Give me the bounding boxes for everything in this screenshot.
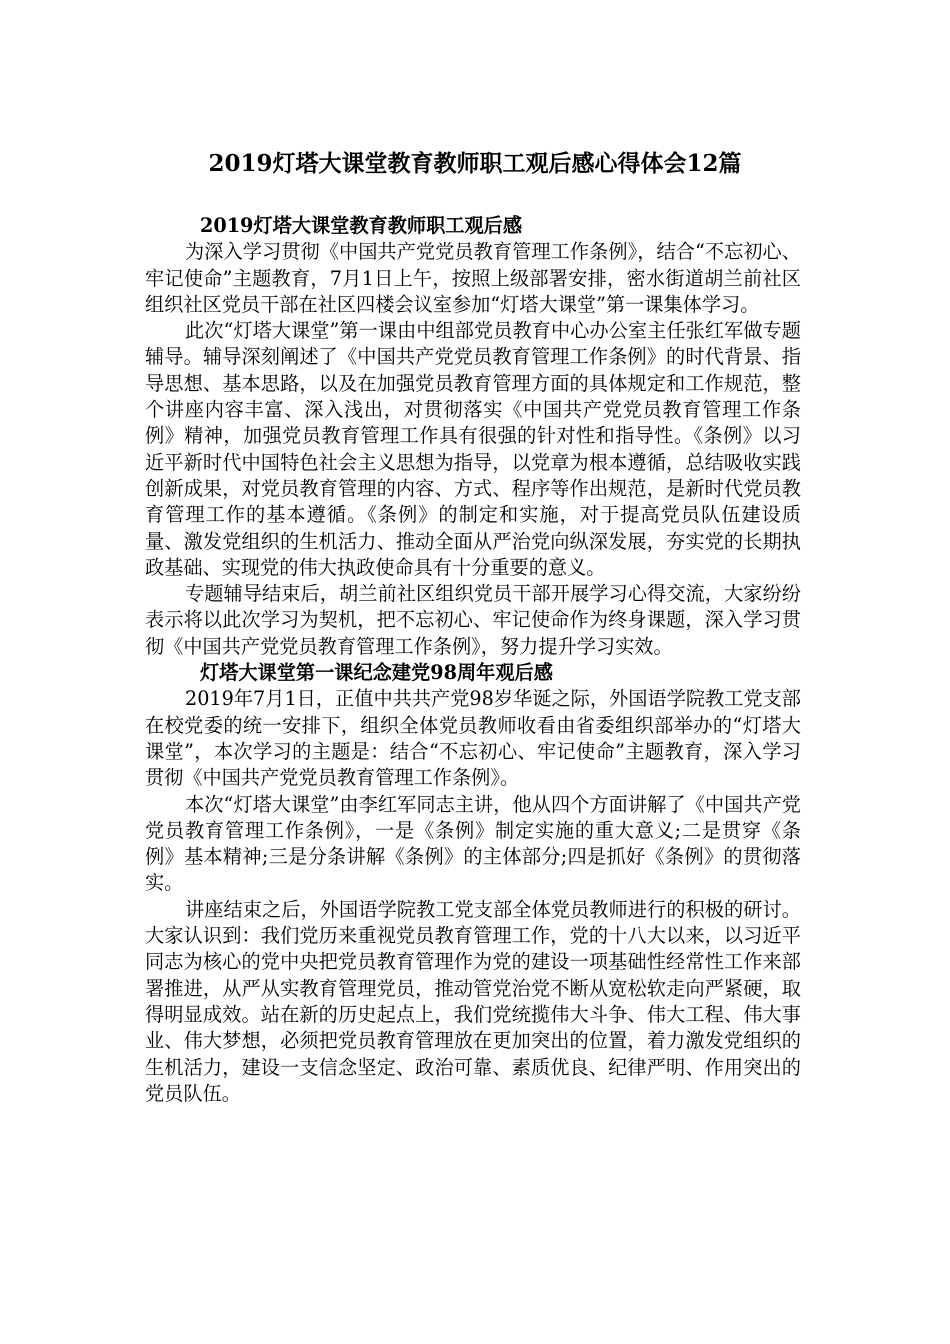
paragraph: 为深入学习贯彻《中国共产党党员教育管理工作条例》，结合“不忘初心、牢记使命”主题教育，7月1日上午，按照上级部署安排，密水街道胡兰前社区组织社区党员干部在社区四楼会议室参加“灯塔大课堂”第一课集体学习。 xyxy=(145,240,801,316)
paragraph: 讲座结束之后，外国语学院教工党支部全体党员教师进行的积极的研讨。大家认识到：我们党历来重视党员教育管理工作，党的十八大以来，以习近平同志为核心的党中央把党员教育管理作为党的建设一项基础性经常性工作来部署推进，从严从实教育管理党员，推动管党治党不断从宽松软走向严紧硬，取得明显成效。站在新的历史起点上，我们党统揽伟大斗争、伟大工程、伟大事业、伟大梦想，必须把党员教育管理放在更加突出的位置，着力激发党组织的生机活力，建设一支信念坚定、政治可靠、素质优良、纪律严明、作用突出的党员队伍。 xyxy=(145,897,801,1105)
section-heading: 2019灯塔大课堂教育教师职工观后感 xyxy=(200,214,523,237)
document-title: 2019灯塔大课堂教育教师职工观后感心得体会12篇 xyxy=(208,150,742,177)
paragraph: 专题辅导结束后，胡兰前社区组织党员干部开展学习心得交流，大家纷纷表示将以此次学习为契机，把不忘初心、牢记使命作为终身课题，深入学习贯彻《中国共产党党员教育管理工作条例》，努力提升学习实效。 xyxy=(145,582,801,658)
section-heading: 灯塔大课堂第一课纪念建党98周年观后感 xyxy=(200,661,553,685)
section-lecture-impressions xyxy=(145,213,801,660)
paragraph: 2019年7月1日，正值中共共产党98岁华诞之际，外国语学院教工党支部在校党委的统一安排下，组织全体党员教师收看由省委组织部举办的“灯塔大课堂”，本次学习的主题是：结合“不忘初心、牢记使命”主题教育，深入学习贯彻《中国共产党党员教育管理工作条例》。 xyxy=(145,687,801,790)
section-party-anniversary xyxy=(145,660,801,1107)
paragraph: 此次“灯塔大课堂”第一课由中组部党员教育中心办公室主任张红军做专题辅导。辅导深刻阐述了《中国共产党党员教育管理工作条例》的时代背景、指导思想、基本思路，以及在加强党员教育管理方面的具体规定和工作规范，整个讲座内容丰富、深入浅出，对贯彻落实《中国共产党党员教育管理工作条例》精神，加强党员教育管理工作具有很强的针对性和指导性。《条例》以习近平新时代中国特色社会主义思想为指导，以党章为根本遵循，总结吸收实践创新成果，对党员教育管理的内容、方式、程序等作出规范，是新时代党员教育管理工作的基本遵循。《条例》的制定和实施，对于提高党员队伍建设质量、激发党组织的生机活力、推动全面从严治党向纵深发展，夯实党的长期执政基础、实现党的伟大执政使命具有十分重要的意义。 xyxy=(145,319,801,579)
paragraph: 本次“灯塔大课堂”由李红军同志主讲，他从四个方面讲解了《中国共产党党员教育管理工作条例》，一是《条例》制定实施的重大意义;二是贯穿《条例》基本精神;三是分条讲解《条例》的主体部分;四是抓好《条例》的贯彻落实。 xyxy=(145,792,801,895)
document-body xyxy=(145,213,801,1107)
